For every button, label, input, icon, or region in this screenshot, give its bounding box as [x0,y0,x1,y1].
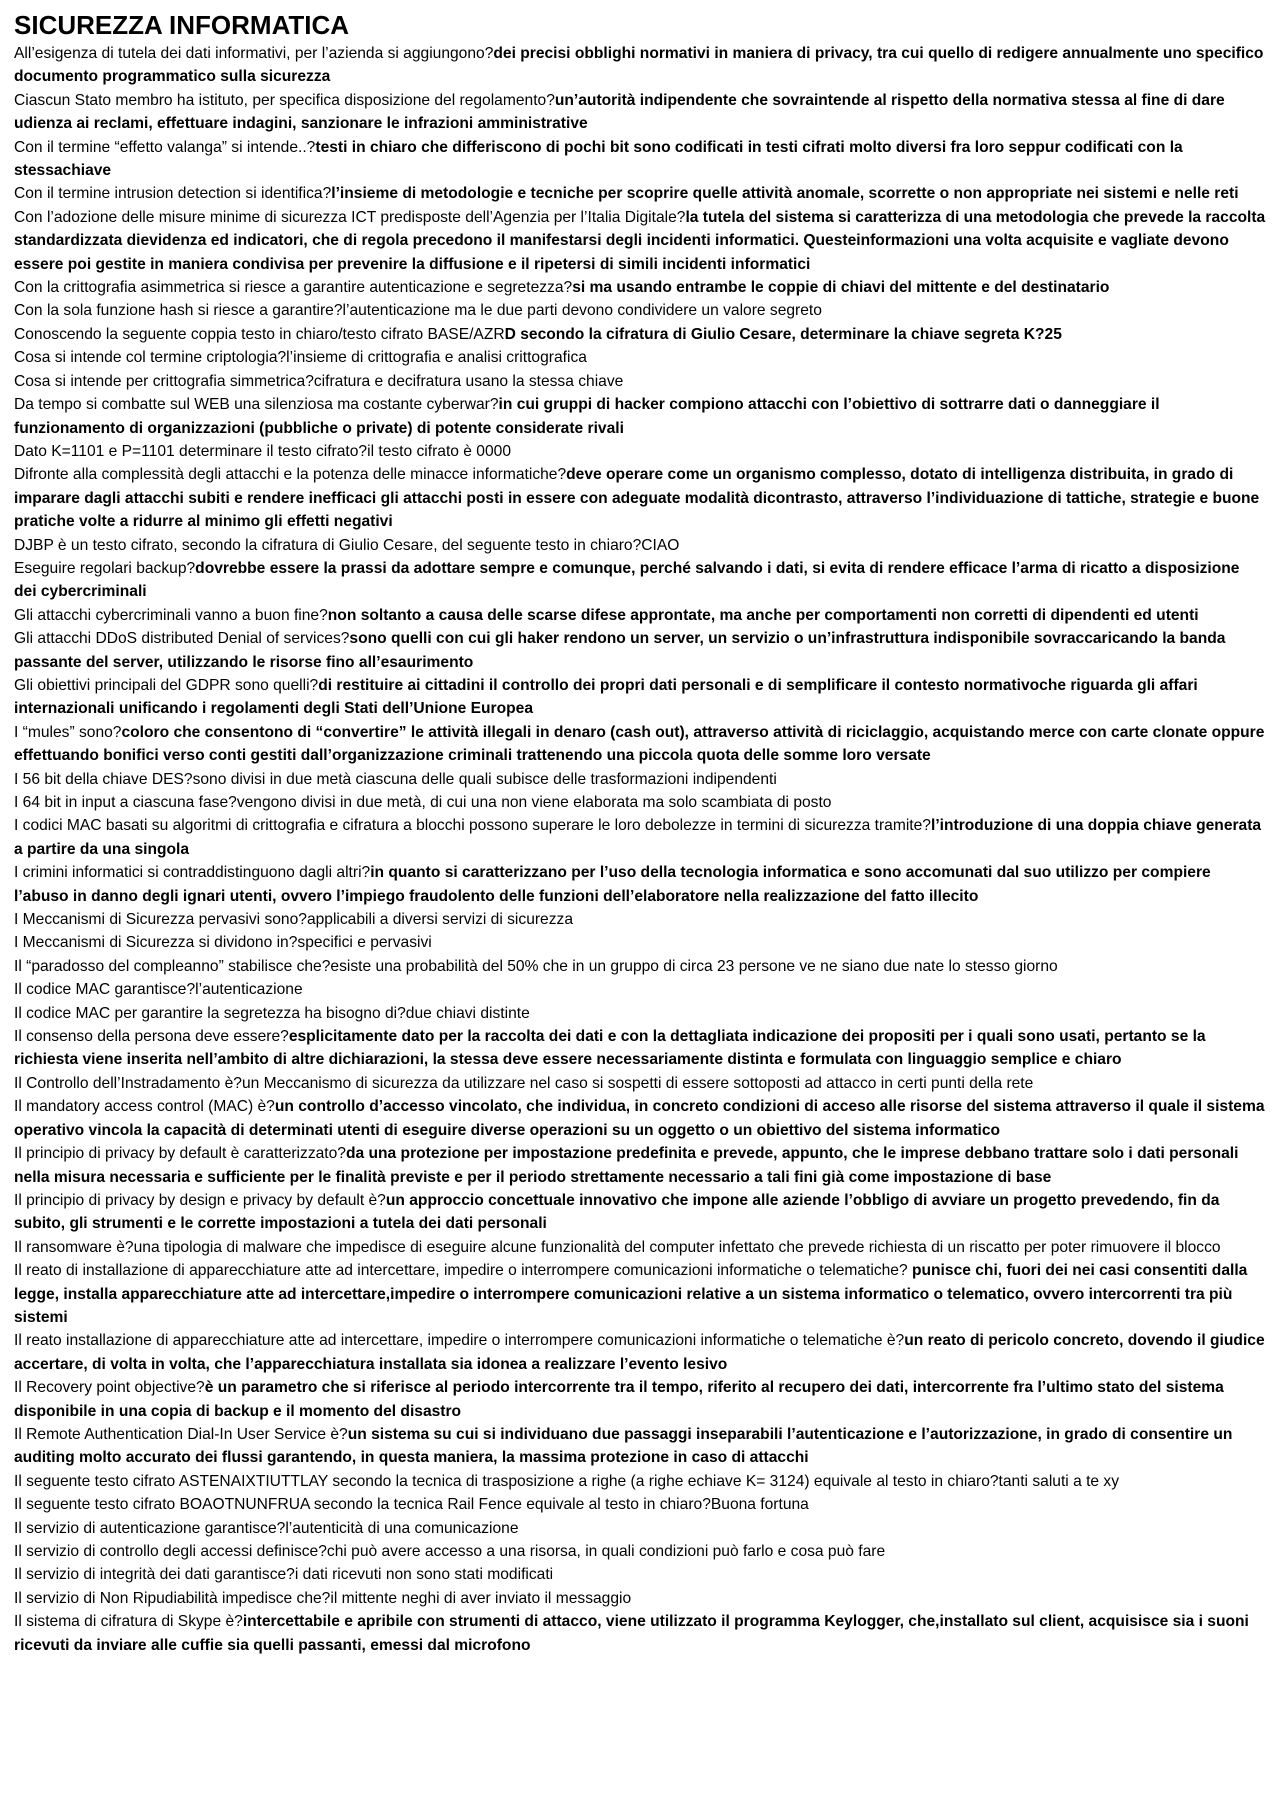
qa-item [14,978,1266,1001]
qa-item [14,861,1266,908]
question-text: Il sistema di cifratura di Skype è? [14,1613,243,1631]
question-text: Il codice MAC garantisce? [14,981,196,999]
answer-text: D secondo la cifratura di Giulio Cesare, determinare la chiave segreta K?25 [504,325,1062,343]
qa-item [14,1095,1266,1142]
question-text: Il ransomware è? [14,1238,134,1256]
qa-item [14,534,1266,557]
answer-text: in quanto si caratterizzano per l’uso della tecnologia informatica e sono accomunati dal suo utilizzo per compiere l’abuso in danno degli ignari utenti, ovvero l’impiego fraudolento delle funzioni dell’elaboratore nella realizzazione del fatto illecito [14,864,1211,905]
qa-item [14,299,1266,322]
question-text: Cosa si intende col termine criptologia? [14,349,287,367]
answer-text: coloro che consentono di “convertire” le attività illegali in denaro (cash out), attraverso attività di riciclaggio, acquistando merce con carte clonate oppure effettuando bonifici verso conti gestiti dall’organizzazione criminali trattenendo una piccola quota delle somme loro versate [14,723,1265,765]
answer-text: due chiavi distinte [405,1004,530,1022]
question-text: I crimini informatici si contraddistinguono dagli altri? [14,864,371,882]
answer-text: punisce chi, fuori dei nei casi consentiti dalla legge, installa apparecchiature atte ad intercettare,impedire o interrompere comunicazioni relative a un sistema informatico o telematico, ovvero intercorrenti tra più sistemi [14,1262,1248,1326]
qa-item [14,627,1266,674]
qa-item [14,1329,1266,1376]
answer-text: l’insieme di crittografia e analisi crittografica [286,349,587,367]
answer-text: dovrebbe essere la prassi da adottare sempre e comunque, perché salvando i dati, si evita di rendere efficace l’arma di ricatto a disposizione dei cybercriminali [14,559,1240,601]
question-text: Il codice MAC per garantire la segretezza ha bisogno di? [14,1004,406,1022]
question-text: I 56 bit della chiave DES? [14,770,193,788]
answer-text: di restituire ai cittadini il controllo dei propri dati personali e di semplificare il contesto normativoche riguarda gli affari internazionali unificando i regolamenti degli Stati dell’Unione Europea [14,676,1198,718]
question-text: I codici MAC basati su algoritmi di crittografia e cifratura a blocchi possono superare le loro debolezze in termini di sicurezza tramite? [14,817,931,835]
question-text: I Meccanismi di Sicurezza pervasivi sono? [14,911,307,929]
question-text: Gli attacchi cybercriminali vanno a buon fine? [14,606,328,624]
question-text: I 64 bit in input a ciascuna fase? [14,794,237,811]
qa-item [14,136,1266,183]
qa-item [14,814,1266,861]
question-text: Il Remote Authentication Dial-In User Service è? [14,1425,348,1443]
answer-text: specifici e pervasivi [297,934,432,952]
question-text: Il servizio di autenticazione garantisce? [14,1519,286,1537]
answer-text: applicabili a diversi servizi di sicurezza [306,911,573,929]
answer-text: in cui gruppi di hacker compiono attacchi con l’obiettivo di sottrarre dati o danneggiare il funzionamento di organizzazioni (pubbliche o private) di potente considerate rivali [14,396,1160,437]
qa-item [14,1423,1266,1470]
question-text: Cosa si intende per crittografia simmetrica? [14,372,314,390]
answer-text: una tipologia di malware che impedisce di eseguire alcune funzionalità del computer infettato che prevede richiesta di un riscatto per poter rimuovere il blocco [133,1238,1221,1256]
question-text: Il servizio di integrità dei dati garantisce? [14,1566,295,1584]
question-text: Eseguire regolari backup? [14,559,196,577]
answer-text: cifratura e decifratura usano la stessa chiave [313,372,624,390]
question-text: Difronte alla complessità degli attacchi e la potenza delle minacce informatiche? [14,466,567,484]
answer-text: l’autenticazione [195,981,303,999]
answer-text: CIAO [641,536,680,554]
question-text: DJBP è un testo cifrato, secondo la cifratura di Giulio Cesare, del seguente testo in chiaro? [14,536,642,554]
qa-item [14,604,1266,627]
qa-item [14,1236,1266,1259]
qa-item [14,370,1266,393]
question-text: Con il termine intrusion detection si identifica? [14,185,332,203]
answer-text: tanti saluti a te xy [998,1472,1120,1490]
qa-item [14,908,1266,931]
answer-text: i dati ricevuti non sono stati modificati [294,1566,554,1584]
qa-item [14,440,1266,463]
qa-item [14,791,1266,814]
question-text: Con la sola funzione hash si riesce a garantire? [14,302,343,320]
qa-item [14,346,1266,369]
qa-item [14,721,1266,768]
answer-text: un sistema su cui si individuano due passaggi inseparabili l’autenticazione e l’autorizzazione, in grado di consentire un auditing molto accurato dei flussi garantendo, in questa maniera, la massima protezione in caso di attacchi [14,1425,1233,1467]
qa-item [14,1259,1266,1329]
document-title: SICUREZZA INFORMATICA [14,10,350,40]
question-text: Il Controllo dell’Instradamento è? [14,1074,242,1092]
answer-text: dei precisi obblighi normativi in maniera di privacy, tra cui quello di redigere annualmente uno specifico documento programmatico sulla sicurezza [14,45,1264,86]
qa-item [14,323,1266,346]
answer-text: chi può avere accesso a una risorsa, in quali condizioni può farlo e cosa può fare [326,1543,886,1560]
qa-item [14,768,1266,791]
answer-text: Buona fortuna [710,1496,809,1514]
question-text: Con il termine “effetto valanga” si intende..? [14,138,316,156]
answer-text: sono quelli con cui gli haker rendono un server, un servizio o un’infrastruttura indisponibile sovraccaricando la banda passante del server, utilizzando le risorse fino all’esaurimento [14,630,1226,671]
qa-item [14,955,1266,978]
question-text: Con la crittografia asimmetrica si riesce a garantire autenticazione e segretezza? [14,279,573,297]
answer-text: sono divisi in due metà ciascuna delle quali subisce delle trasformazioni indipendenti [192,770,777,788]
answer-text: la tutela del sistema si caratterizza di una metodologia che prevede la raccolta standardizzata dievidenza ed indicatori, che di regola precedono il manifestarsi degli incidenti informatici. Questeinformazioni una volta acquisite e vagliate devono essere poi gestite in maniera condivisa per prevenire la diffusione e il ripetersi di simili incidenti informatici [14,208,1266,273]
qa-item [14,1376,1266,1423]
answer-text: un’autorità indipendente che sovraintende al rispetto della normativa stessa al fine di dare udienza ai reclami, effettuare indagini, sanzionare le infrazioni amministrative [14,91,1225,133]
question-text: Il servizio di controllo degli accessi definisce? [14,1543,327,1560]
qa-item [14,206,1266,276]
qa-item [14,1072,1266,1095]
qa-item [14,393,1266,440]
qa-item [14,1002,1266,1025]
answer-text: un approccio concettuale innovativo che impone alle aziende l’obbligo di avviare un progetto prevedendo, fin da subito, gli strumenti e le corrette impostazioni a tutela dei dati personali [14,1191,1220,1233]
answer-text: non soltanto a causa delle scarse difese approntate, ma anche per comportamenti non corretti di dipendenti ed utenti [327,606,1199,624]
question-text: Con l’adozione delle misure minime di sicurezza ICT predisposte dell’Agenzia per l’Italia Digitale? [14,208,686,226]
answer-text: testi in chiaro che differiscono di pochi bit sono codificati in testi cifrati molto diversi fra loro seppur codificati con la stessachiave [14,138,1183,180]
question-text: I “mules” sono? [14,723,122,741]
answer-text: il testo cifrato è 0000 [367,442,512,460]
qa-item [14,89,1266,136]
answer-text: l’insieme di metodologie e tecniche per scoprire quelle attività anomale, scorrette o non appropriate nei sistemi e nelle reti [331,185,1239,203]
qa-item [14,463,1266,533]
qa-item [14,1493,1266,1516]
question-text: Da tempo si combatte sul WEB una silenziosa ma costante cyberwar? [14,396,499,414]
qa-item [14,1470,1266,1493]
answer-text: un Meccanismo di sicurezza da utilizzare nel caso si sospetti di essere sottoposti ad attacco in certi punti della rete [241,1074,1034,1092]
qa-item [14,1563,1266,1586]
answer-text: è un parametro che si riferisce al periodo intercorrente tra il tempo, riferito al recupero dei dati, intercorrente fra l’ultimo stato del sistema disponibile in una copia di backup e il momento del disastro [14,1379,1224,1420]
answer-text: esiste una probabilità del 50% che in un gruppo di circa 23 persone ve ne siano due nate lo stesso giorno [330,957,1058,975]
answer-text: esplicitamente dato per la raccolta dei dati e con la dettagliata indicazione dei propositi per i quali sono usati, pertanto se la richiesta viene inserita nell’ambito di altre dichiarazioni, la stessa deve essere necessariamente distinta e formulata con linguaggio semplice e chiaro [14,1028,1206,1069]
question-text: All’esigenza di tutela dei dati informativi, per l’azienda si aggiungono? [14,45,494,62]
qa-item [14,1517,1266,1540]
question-text: Ciascun Stato membro ha istituto, per specifica disposizione del regolamento? [14,91,555,109]
question-text: Dato K=1101 e P=1101 determinare il testo cifrato? [14,442,368,460]
answer-text: da una protezione per impostazione predefinita e prevede, appunto, che le imprese debbano trattare solo i dati personali nella misura necessaria e sufficiente per le finalità previste e per il periodo strettamente necessario a tali fini già come impostazione di base [14,1145,1239,1186]
question-text: Il principio di privacy by design e privacy by default è? [14,1191,386,1209]
question-text: Gli obiettivi principali del GDPR sono quelli? [14,676,319,694]
qa-item [14,557,1266,604]
answer-text: si ma usando entrambe le coppie di chiavi del mittente e del destinatario [572,279,1110,297]
answer-text: il mittente neghi di aver inviato il messaggio [330,1589,632,1607]
answer-text: l’introduzione di una doppia chiave generata a partire da una singola [14,817,1262,858]
qa-item [14,1025,1266,1072]
qa-list [14,42,1266,1657]
answer-text: un reato di pericolo concreto, dovendo il giudice accertare, di volta in volta, che l’apparecchiatura installata sia idonea a realizzare l’evento lesivo [14,1332,1265,1373]
question-text: Il seguente testo cifrato ASTENAIXTIUTTLAY secondo la tecnica di trasposizione a righe (a righe echiave K= 3124) equivale al testo in chiaro? [14,1472,999,1490]
qa-item [14,276,1266,299]
qa-item [14,931,1266,954]
question-text: Il mandatory access control (MAC) è? [14,1098,275,1116]
answer-text: intercettabile e apribile con strumenti di attacco, viene utilizzato il programma Keylogger, che,installato sul client, acquisisce sia i suoni ricevuti da inviare alle cuffie sia quelli passanti, emessi dal microfono [14,1613,1249,1654]
question-text: Il reato installazione di apparecchiature atte ad intercettare, impedire o interrompere comunicazioni informatiche o telematiche è? [14,1332,905,1350]
qa-item [14,182,1266,205]
qa-item [14,42,1266,89]
qa-item [14,1142,1266,1189]
qa-item [14,674,1266,721]
answer-text: l’autenticità di una comunicazione [285,1519,519,1537]
question-text: Il consenso della persona deve essere? [14,1028,289,1046]
question-text: Gli attacchi DDoS distributed Denial of services? [14,630,350,648]
question-text: Il “paradosso del compleanno” stabilisce che? [14,957,331,975]
answer-text: un controllo d’accesso vincolato, che individua, in concreto condizioni di acceso alle risorse del sistema attraverso il quale il sistema operativo vincola la capacità di determinati utenti di eseguire diverse operazioni su un oggetto o un obiettivo del sistema informatico [14,1098,1265,1139]
qa-item [14,1540,1266,1563]
qa-item [14,1587,1266,1610]
answer-text: vengono divisi in due metà, di cui una non viene elaborata ma solo scambiata di posto [236,794,832,811]
question-text: Il servizio di Non Ripudiabilità impedisce che? [14,1589,331,1607]
qa-item [14,1610,1266,1657]
question-text: Conoscendo la seguente coppia testo in chiaro/testo cifrato BASE/AZR [14,325,505,343]
question-text: Il seguente testo cifrato BOAOTNUNFRUA secondo la tecnica Rail Fence equivale al testo in chiaro? [14,1496,711,1514]
answer-text: deve operare come un organismo complesso, dotato di intelligenza distribuita, in grado di imparare dagli attacchi subiti e rendere inefficaci gli attacchi posti in essere con adeguate modalità dicontrasto, attraverso l’individuazione di tattiche, strategie e buone pratiche volte a ridurre al minimo gli effetti negativi [14,466,1260,531]
question-text: I Meccanismi di Sicurezza si dividono in? [14,934,298,952]
answer-text: l’autenticazione ma le due parti devono condividere un valore segreto [342,302,822,320]
question-text: Il reato di installazione di apparecchiature atte ad intercettare, impedire o interrompere comunicazioni informatiche o telematiche? [14,1262,912,1280]
question-text: Il Recovery point objective? [14,1379,205,1397]
qa-item [14,1189,1266,1236]
question-text: Il principio di privacy by default è caratterizzato? [14,1145,346,1163]
